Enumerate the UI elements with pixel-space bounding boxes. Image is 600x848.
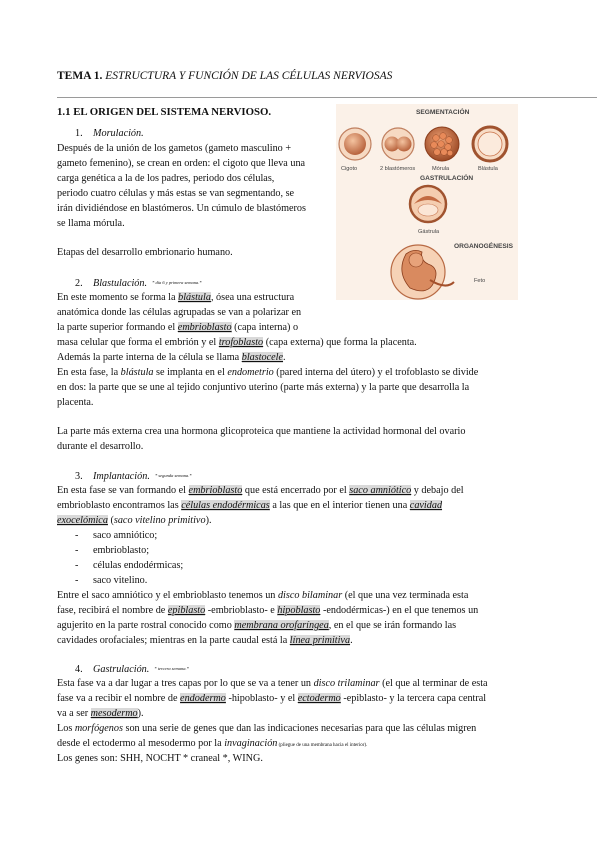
term-hipoblasto: hipoblasto <box>277 605 321 616</box>
embryo-development-figure <box>336 104 518 300</box>
label-gastrula: Gástrula <box>418 229 440 235</box>
term-embrioblasto-2: embrioblasto <box>188 485 243 496</box>
list-item: - saco vitelino. <box>75 575 148 586</box>
sub2-para2-line-1: La parte más externa crea una hormona glicoproteica que mantiene la actividad hormonal del ovario <box>57 426 466 437</box>
sub3-heading <box>75 469 192 484</box>
sub1-line-5: irán dividiéndose en blastómeros. Un cúmulo de blastómeros <box>57 203 306 214</box>
sub2-line-3: la parte superior formando el embrioblasto (capa interna) o <box>57 322 299 333</box>
term-mesodermo: mesodermo <box>90 708 138 719</box>
label-morula: Mórula <box>432 166 450 172</box>
sub3-para2-line-3: agujerito en la parte rostral conocido como membrana orofaríngea, en el que se irán formando las <box>57 620 457 631</box>
label-segmentacion: SEGMENTACIÓN <box>416 109 470 116</box>
label-blastomeros: 2 blastómeros <box>380 166 416 172</box>
list-item: - saco amniótico; <box>75 530 158 541</box>
label-organogenesis: ORGANOGÉNESIS <box>454 243 513 250</box>
sub2-title: Blastulación. <box>93 278 148 289</box>
sub1-number: 1. <box>75 128 83 139</box>
label-feto: Feto <box>474 278 486 284</box>
sub3-title: Implantación. <box>93 471 150 482</box>
sub4-number: 4. <box>75 664 83 675</box>
sub2-line-4: masa celular que forma el embrión y el trofoblasto (capa externa) que forma la placenta. <box>57 337 417 348</box>
sub1-line-2: gameto femenino), se crean en orden: el cigoto que lleva una <box>57 158 306 169</box>
list-item: - células endodérmicas; <box>75 560 184 571</box>
figure-caption: Etapas del desarrollo embrionario humano. <box>57 247 233 258</box>
blastomere-b-shape <box>397 137 412 152</box>
term-epiblasto: epiblasto <box>167 605 206 616</box>
sub2-line-8: placenta. <box>57 397 94 408</box>
term-saco-amniotico: saco amniótico <box>349 485 412 496</box>
term-ectodermo: ectodermo <box>297 693 341 704</box>
sub1-line-4: periodo cuatro células y más estas se van segmentando, se <box>57 188 295 199</box>
sub4-line-3: va a ser mesodermo). <box>57 708 144 719</box>
label-cigoto: Cigoto <box>341 166 358 172</box>
sub3-para2-line-4: cavidades orofaciales; mientras en la parte caudal está la línea primitiva. <box>57 635 353 646</box>
sub1-heading <box>75 127 144 141</box>
term-blastula: blástula <box>178 292 211 303</box>
sub2-line-6: En esta fase, la blástula se implanta en el endometrio (pared interna del útero) y el trofoblasto se divide <box>57 367 479 378</box>
sub3-number: 3. <box>75 471 83 482</box>
sub3-note: * segunda semana.* <box>154 473 192 478</box>
sub2-line-1: En este momento se forma la blástula, ósea una estructura <box>57 292 295 303</box>
chapter-number: TEMA 1. <box>57 70 103 82</box>
sub3-para2-line-1: Entre el saco amniótico y el embrioblasto tenemos un disco bilaminar (el que una vez terminada esta <box>57 590 469 601</box>
term-embrioblasto: embrioblasto <box>177 322 232 333</box>
sub4-line-5: desde el ectodermo al mesodermo por la invaginación (pliegue de una membrana hacia el interior). <box>57 738 368 749</box>
header-divider <box>57 97 597 98</box>
term-trofoblasto: trofoblasto <box>218 337 264 348</box>
term-endodermo: endodermo <box>180 693 226 704</box>
term-membrana-orofaringea: membrana orofaríngea <box>234 620 329 631</box>
embryo-figure-svg <box>336 104 518 300</box>
term-blastocele: blastocele <box>241 352 284 363</box>
sub1-line-6: se llama mórula. <box>57 218 125 229</box>
label-blastula: Blástula <box>478 166 498 172</box>
sub1-line-3: carga genética a la de los padres, periodo dos células, <box>57 173 275 184</box>
sub2-line-7: en dos: la parte que se une al tejido conjuntivo uterino (parte más externa) y la parte que desarrolla la <box>57 382 470 393</box>
sub4-note: * tercera semana.* <box>154 666 189 671</box>
sub3-line-1: En esta fase se van formando el embrioblasto que está encerrado por el saco amniótico y debajo del <box>57 485 464 496</box>
term-celulas-endodermicas: células endodérmicas <box>181 500 270 511</box>
sub4-line-6: Los genes son: SHH, NOCHT * craneal *, WING. <box>57 753 263 764</box>
sub2-para2-line-2: durante el desarrollo. <box>57 441 144 452</box>
sub2-line-5: Además la parte interna de la célula se llama blastocele. <box>57 352 286 363</box>
sub3-para2-line-2: fase, recibirá el nombre de epiblasto -embrioblasto- e hipoblasto -endodérmicas-) en el que tenemos un <box>57 605 479 616</box>
sub3-line-3: exocelómica (saco vitelino primitivo). <box>57 515 212 526</box>
label-gastrulacion: GASTRULACIÓN <box>420 175 474 182</box>
sub2-heading <box>75 276 202 291</box>
sub2-line-2: anatómica donde las células agrupadas se van a polarizar en <box>57 307 302 318</box>
sub1-line-1: Después de la unión de los gametos (gameto masculino + <box>57 143 292 154</box>
sub4-line-1: Esta fase va a dar lugar a tres capas por lo que se va a tener un disco trilaminar (el que al terminar de esta <box>57 678 488 689</box>
list-item: - embrioblasto; <box>75 545 150 556</box>
sub4-title: Gastrulación. <box>93 664 150 675</box>
term-linea-primitiva: línea primitiva <box>289 635 351 646</box>
document-header <box>57 70 392 82</box>
sub4-heading <box>75 662 189 677</box>
chapter-title: ESTRUCTURA Y FUNCIÓN DE LAS CÉLULAS NERVIOSAS <box>105 70 393 82</box>
sub1-title: Morulación. <box>93 128 144 139</box>
sub4-line-4: Los morfógenos son una serie de genes que dan las indicaciones necesarias para que las células migren <box>57 723 477 734</box>
sub2-number: 2. <box>75 278 83 289</box>
section-title: 1.1 EL ORIGEN DEL SISTEMA NERVIOSO. <box>57 106 272 118</box>
sub4-line-2: fase va a recibir el nombre de endodermo -hipoblasto- y el ectodermo -epiblasto- y la tercera capa central <box>57 693 487 704</box>
sub3-line-2: embrioblasto encontramos las células endodérmicas a las que en el interior tienen una cavidad <box>57 500 443 511</box>
term-cavidad: cavidad <box>409 500 443 511</box>
zygote-nucleus-shape <box>344 133 366 155</box>
sub2-note: * día 6 y primera semana.* <box>152 280 202 285</box>
term-exocelomica: exocelómica <box>57 515 108 526</box>
